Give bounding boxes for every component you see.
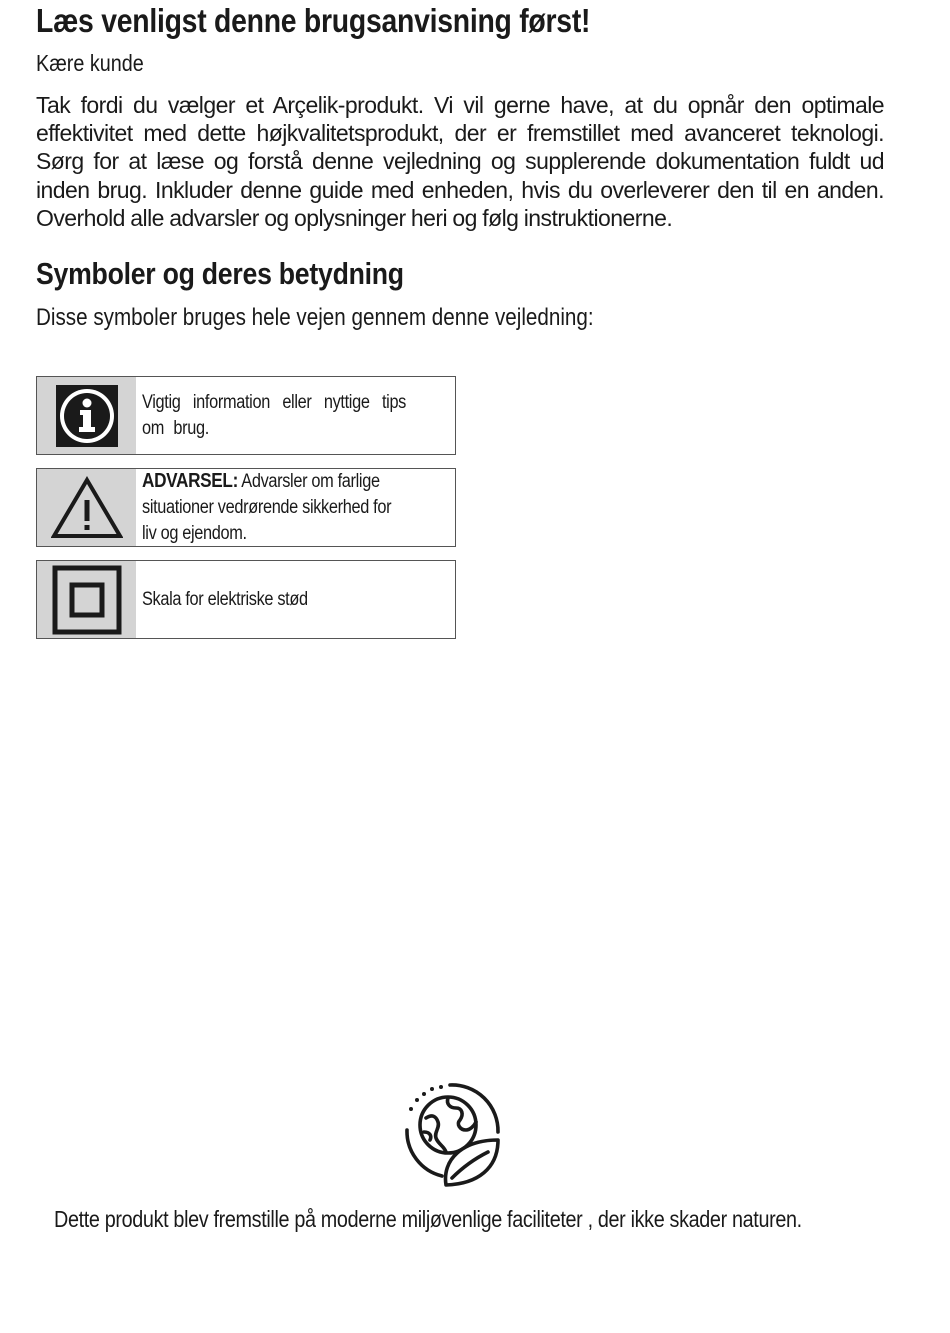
symbol-row-warning [36, 468, 456, 547]
symbol-row-insulation [36, 560, 456, 639]
double-insulation-icon [37, 561, 136, 638]
warning-label: ADVARSEL: [142, 470, 238, 492]
eco-globe-leaf-icon [402, 1080, 502, 1190]
symbol-row-info [36, 376, 456, 455]
symbols-subtitle: Disse symboler bruges hele vejen gennem denne vejledning: [36, 304, 594, 331]
footer-text: Dette produkt blev fremstille på moderne miljøvenlige faciliteter , der ikke skader naturen. [54, 1206, 802, 1232]
page-title: Læs venligst denne brugsanvisning først! [36, 2, 591, 39]
greeting: Kære kunde [36, 50, 144, 76]
warning-triangle-icon [37, 469, 136, 546]
info-icon [37, 377, 136, 454]
symbol-info-text: Vigtig information eller nyttige tips om brug. [142, 391, 407, 439]
symbol-insulation-text: Skala for elektriske stød [142, 588, 308, 610]
symbols-heading: Symboler og deres betydning [36, 256, 404, 291]
symbol-warning-text: Advarsler om farlige situationer vedrørende sikkerhed for liv og ejendom. [142, 471, 392, 544]
intro-paragraph: Tak fordi du vælger et Arçelik-produkt. Vi vil gerne have, at du opnår den optimale effektivitet med dette højkvalitetsprodukt, der er fremstillet med avanceret teknologi. Sørg for at læse og forstå denne vejledning og supplerende dokumentation fuldt ud inden brug. Inkluder denne guide med enheden, hvis du overleverer den til en anden. Overhold alle advarsler og oplysninger heri og følg instruktionerne. [36, 92, 884, 231]
